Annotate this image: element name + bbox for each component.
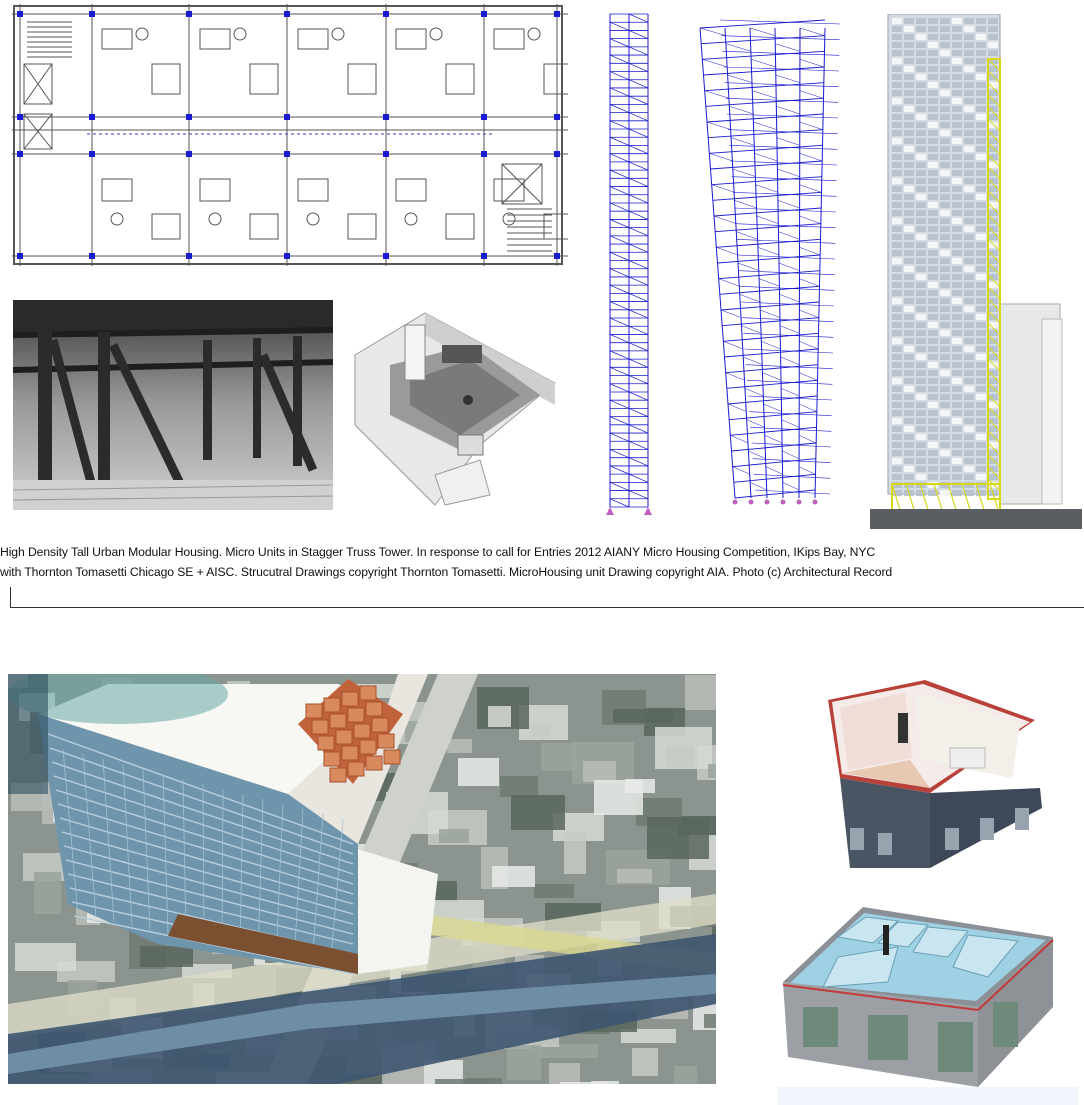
- floor-plan-drawing: [12, 4, 568, 270]
- tower-rendering: [870, 14, 1082, 529]
- module-render-exterior: [778, 897, 1078, 1105]
- micro-unit-interior-render: [350, 305, 560, 510]
- stagger-truss-photo: [13, 300, 333, 510]
- caption-divider-line: [10, 607, 1084, 608]
- structural-frame-3d: [695, 18, 845, 518]
- aerial-site-render: [8, 674, 716, 1084]
- module-render-interior: [820, 678, 1050, 870]
- caption-line-1: High Density Tall Urban Modular Housing. Micro Units in Stagger Truss Tower. In response to call for Entries 2012 AIANY Micro Housing Competition, IKips Bay, NYC: [0, 545, 876, 559]
- structural-frame-elevation: [602, 12, 660, 517]
- caption-line-2: with Thornton Tomasetti Chicago SE + AISC. Strucutral Drawings copyright Thornton Tomasetti. MicroHousing unit Drawing copyright AIA. Photo (c) Architectural Record: [0, 565, 893, 579]
- caption-divider: [10, 587, 11, 607]
